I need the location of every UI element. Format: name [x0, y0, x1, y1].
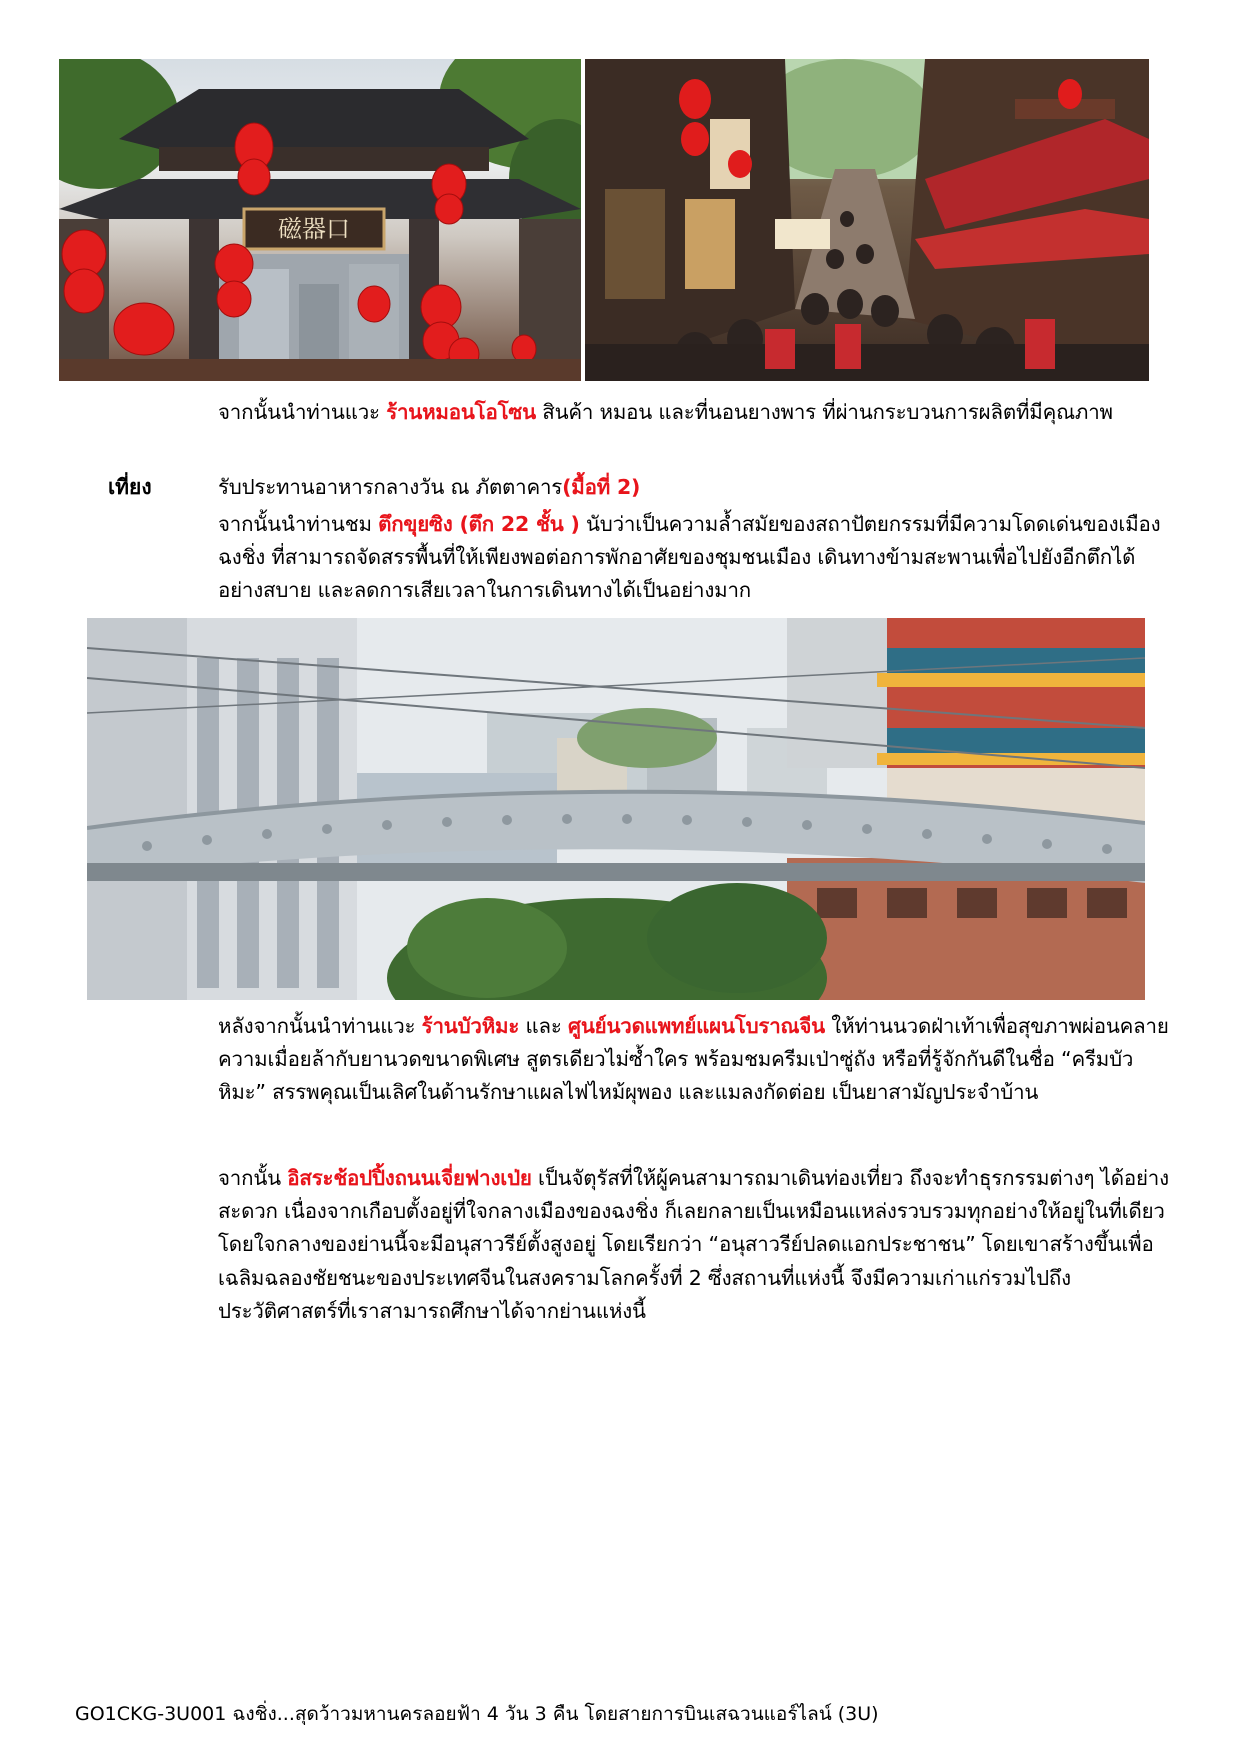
- ozone-pillow-paragraph: [218, 396, 1178, 429]
- skybridge-photo: [87, 618, 1145, 1000]
- lunch-text: รับประทานอาหารกลางวัน ณ ภัตตาคาร: [218, 475, 563, 499]
- kuixing-building-paragraph: [218, 508, 1178, 608]
- jiefangbei-text-1: จากนั้น: [218, 1166, 288, 1190]
- lunch-label: เที่ยง: [108, 475, 152, 499]
- snow-lotus-text-1: หลังจากนั้นนำท่านแวะ: [218, 1014, 422, 1038]
- page-footer: GO1CKG-3U001 ฉงชิ่ง...สุดว้าวมหานครลอยฟ้า 4 วัน 3 คืน โดยสายการบินเสฉวนแอร์ไลน์ (3U): [75, 1703, 879, 1725]
- snow-lotus-text-3: ให้ท่านนวดฝ่าเท้าเพื่อสุขภาพผ่อนคลายความเมื่อยล้ากับยานวดขนาดพิเศษ สูตรเดียวไม่ซ้ำใคร พร้อมชมครีมเป่าซู่ถัง หรือที่รู้จักกันดีในชื่อ “ครีมบัวหิมะ” สรรพคุณเป็นเลิศในด้านรักษาแผลไฟไหม้ผุพอง และแมลงกัดต่อย เป็นยาสามัญประจำบ้าน: [218, 1014, 1169, 1105]
- jiefangbei-shopping-highlight: อิสระช้อปปิ้งถนนเจี่ยฟางเป่ย: [287, 1166, 532, 1190]
- kuixing-paragraph-text-1: จากนั้นนำท่านชม: [218, 512, 379, 536]
- snow-lotus-paragraph: [218, 1010, 1178, 1110]
- ciqikou-gate-illustration: [59, 59, 581, 381]
- ozone-paragraph-text-2: สินค้า หมอน และที่นอนยางพาร ที่ผ่านกระบวนการผลิตที่มีคุณภาพ: [535, 400, 1113, 424]
- jiefangbei-text-2: เป็นจัตุรัสที่ให้ผู้คนสามารถมาเดินท่องเที่ยว ถึงจะทำธุรกรรมต่างๆ ได้อย่างสะดวก เนื่องจากเกือบตั้งอยู่ที่ใจกลางเมืองของฉงชิ่ง ก็เลยกลายเป็นเหมือนแหล่งรวบรวมทุกอย่างให้อยู่ในที่เดียว โดยใจกลางของย่านนี้จะมีอนุสาวรีย์ตั้งสูงอยู่ โดยเรียกว่า “อนุสาวรีย์ปลดแอกประชาชน” โดยเขาสร้างขึ้นเพื่อเฉลิมฉลองชัยชนะของประเทศจีนในสงครามโลกครั้งที่ 2 ซึ่งสถานที่แห่งนี้ จึงมีความเก่าแก่รวมไปถึงประวัติศาสตร์ที่เราสามารถศึกษาได้จากย่านแห่งนี้: [218, 1166, 1169, 1323]
- snow-lotus-shop-highlight: ร้านบัวหิมะ: [421, 1014, 520, 1038]
- crowded-alley-photo: [585, 59, 1149, 381]
- meal-number-highlight: (มื้อที่ 2): [562, 475, 641, 499]
- gate-sign-text: 磁器口: [278, 215, 350, 243]
- kuixing-paragraph-text-2: นับว่าเป็นความล้ำสมัยของสถาปัตยกรรมที่มีความโดดเด่นของเมืองฉงชิ่ง ที่สามารถจัดสรรพื้นที่ให้เพียงพอต่อการพักอาศัยของชุมชนเมือง เดินทางข้ามสะพานเพื่อไปยังอีกตึกได้อย่างสบาย และลดการเสียเวลาในการเดินทางได้เป็นอย่างมาก: [218, 512, 1161, 603]
- massage-center-highlight: ศูนย์นวดแพทย์แผนโบราณจีน: [568, 1014, 825, 1038]
- skybridge-illustration: [87, 618, 1145, 1000]
- kuixing-building-highlight: ตึกขุยซิง (ตึก 22 ชั้น ): [378, 512, 580, 536]
- jiefangbei-paragraph: [218, 1162, 1178, 1328]
- ciqikou-gate-photo: [59, 59, 581, 381]
- crowded-alley-illustration: [585, 59, 1149, 381]
- ozone-pillow-shop-highlight: ร้านหมอนโอโซน: [386, 400, 536, 424]
- lunch-paragraph: [218, 471, 1178, 504]
- snow-lotus-text-2: และ: [519, 1014, 568, 1038]
- ozone-paragraph-text-1: จากนั้นนำท่านแวะ: [218, 400, 387, 424]
